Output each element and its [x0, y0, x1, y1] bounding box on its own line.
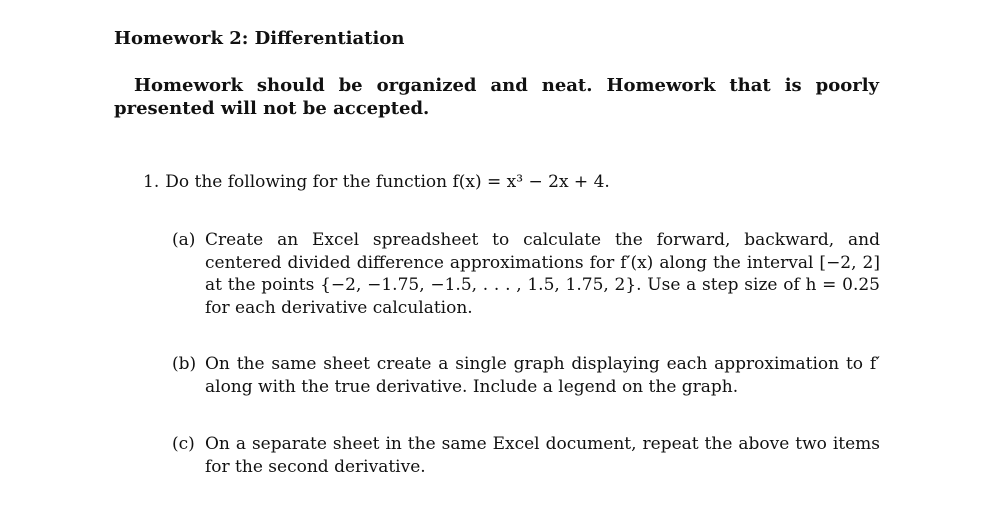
part-label: (b): [172, 354, 197, 374]
part-label: (c): [172, 434, 195, 454]
problem-part-b: [172, 353, 880, 398]
problem-part-c: [172, 433, 880, 478]
presentation-notice: Homework should be organized and neat. Homework that is poorly presented will not be accepted.: [114, 75, 879, 119]
part-text: On a separate sheet in the same Excel document, repeat the above two items for the second derivative.: [205, 434, 880, 477]
problem-text: Do the following for the function f(x) = x³ − 2x + 4.: [165, 172, 610, 192]
problem-number: 1.: [143, 172, 160, 192]
part-text: On the same sheet create a single graph displaying each approximation to f′ along with the true derivative. Include a legend on the graph.: [205, 354, 880, 397]
problem-part-a: [172, 229, 880, 319]
homework-title: Homework 2: Differentiation: [114, 28, 405, 49]
part-label: (a): [172, 230, 196, 250]
part-text: Create an Excel spreadsheet to calculate the forward, backward, and centered divided difference approximations for f′(x) along the interval [−2, 2] at the points {−2, −1.75, −1.5, . . . , 1.5, 1.75, 2}. Use a step size of h = 0.25 for each derivative calculation.: [205, 230, 880, 318]
problem-1: [143, 171, 883, 193]
